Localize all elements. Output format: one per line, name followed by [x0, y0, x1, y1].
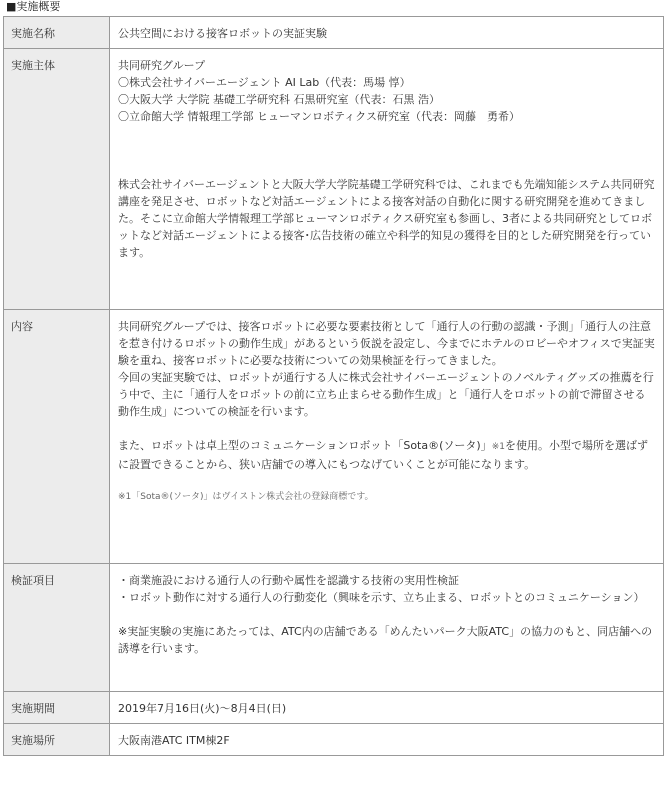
content-paragraph-3-main: また、ロボットは卓上型のコミュニケーションロボット「Sota®(ソータ)」: [118, 439, 492, 452]
content-paragraph-1: 共同研究グループでは、接客ロボットに必要な要素技術として「通行人の行動の認識・予測」「通行人の注意を惹き付けるロボットの動作生成」があるという仮説を設定し、今までにホテルのロビーやオフィスで実証実験を重ね、接客ロボットに必要な技術についての効果検証を行ってきました。: [118, 320, 655, 367]
table-row-place: [4, 724, 664, 756]
content-paragraph-3-rest: を使用。小型で場所を選ばずに設置できることから、狭い店舗での導入にもつなげていくことが可能になります。: [118, 439, 648, 471]
content-paragraph-3: [118, 437, 655, 473]
items-note: ※実証実験の実施にあたっては、ATC内の店舗である「めんたいパーク大阪ATC」の協力のもと、同店舗への誘導を行います。: [118, 625, 653, 655]
row-label-organizer: 実施主体: [4, 49, 110, 310]
row-value-period: 2019年7月16日(火)～8月4日(日): [110, 692, 664, 724]
organizer-member-2: 〇大阪大学 大学院 基礎工学研究科 石黒研究室（代表：石黒 浩）: [118, 93, 440, 106]
spacer: [118, 420, 655, 437]
organizer-member-1: 〇株式会社サイバーエージェント AI Lab（代表：馬場 惇）: [118, 76, 411, 89]
row-value-content: [110, 310, 664, 564]
row-label-place: 実施場所: [4, 724, 110, 756]
organizer-group: 共同研究グループ: [118, 59, 206, 72]
footnote-ref: ※1: [491, 442, 505, 452]
table-row-organizer: [4, 49, 664, 310]
items-list-item-2: ・ロボット動作に対する通行人の行動変化（興味を示す、立ち止まる、ロボットとのコミュニケーション）: [118, 591, 645, 604]
row-label-items: 検証項目: [4, 564, 110, 692]
spacer: [118, 159, 655, 176]
table-row-content: [4, 310, 664, 564]
content-footnote: ※1「Sota®(ソータ)」はヴイストン株式会社の登録商標です。: [118, 492, 374, 502]
row-label-period: 実施期間: [4, 692, 110, 724]
row-value-organizer: [110, 49, 664, 310]
row-value-place: 大阪南港ATC ITM棟2F: [110, 724, 664, 756]
table-row-name: [4, 17, 664, 49]
row-value-name: 公共空間における接客ロボットの実証実験: [110, 17, 664, 49]
section-title: ■実施概要: [6, 0, 61, 13]
items-list-item-1: ・商業施設における通行人の行動や属性を認識する技術の実用性検証: [118, 574, 459, 587]
spacer: [118, 125, 655, 159]
overview-table: [3, 16, 664, 756]
table-row-items: [4, 564, 664, 692]
row-label-content: 内容: [4, 310, 110, 564]
row-value-items: [110, 564, 664, 692]
content-paragraph-2: 今回の実証実験では、ロボットが通行する人に株式会社サイバーエージェントのノベルティグッズの推薦を行う中で、主に「通行人をロボットの前に立ち止まらせる動作生成」と「通行人をロボットの前で滞留させる動作生成」についての検証を行います。: [118, 371, 654, 418]
organizer-description: 株式会社サイバーエージェントと大阪大学大学院基礎工学研究科では、これまでも先端知能システム共同研究講座を発足させ、ロボットなど対話エージェントによる接客対話の自動化に関する研究開発を進めてきました。そこに立命館大学情報理工学部ヒューマンロボティクス研究室も参画し、3者による共同研究としてロボットなど対話エージェントによる接客･広告技術の確立や科学的知見の獲得を目的とした研究開発を行っています。: [118, 178, 655, 259]
row-label-name: 実施名称: [4, 17, 110, 49]
table-row-period: [4, 692, 664, 724]
spacer: [118, 606, 655, 623]
spacer: [118, 473, 655, 490]
organizer-member-3: 〇立命館大学 情報理工学部 ヒューマンロボティクス研究室（代表：岡藤 勇希）: [118, 110, 521, 123]
